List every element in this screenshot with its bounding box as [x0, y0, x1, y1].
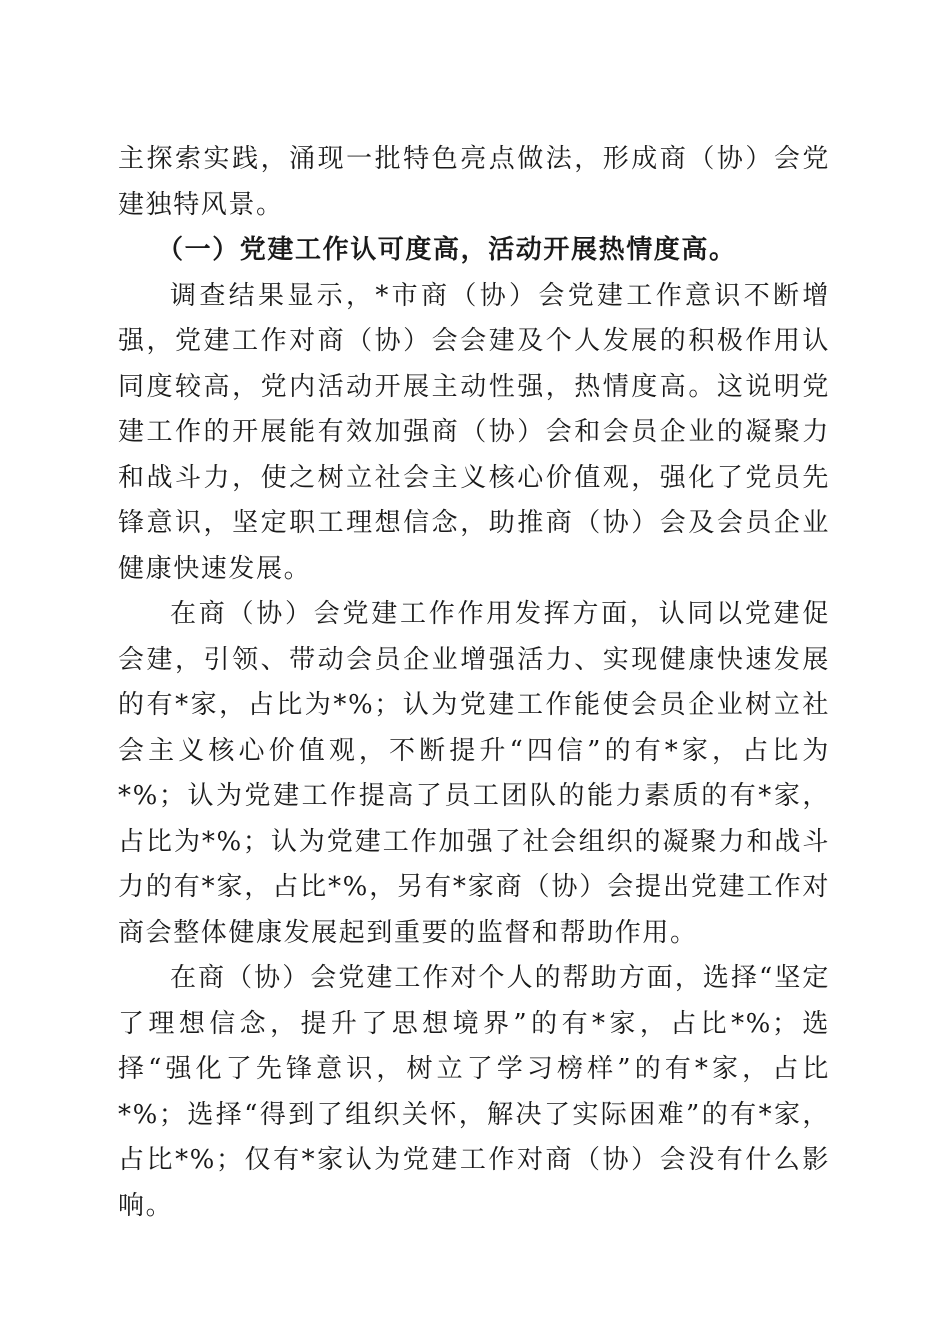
- paragraph-personal-help: 在商（协）会党建工作对个人的帮助方面，选择“坚定了理想信念，提升了思想境界”的有*家，占比*%；选择“强化了先锋意识，树立了学习榜样”的有*家，占比*%；选择“得到了组织关怀，解决了实际困难”的有*家，占比*%；仅有*家认为党建工作对商（协）会没有什么影响。: [118, 963, 830, 1221]
- paragraph-survey-results: 调查结果显示，*市商（协）会党建工作意识不断增强，党建工作对商（协）会会建及个人发展的积极作用认同度较高，党内活动开展主动性强，热情度高。这说明党建工作的开展能有效加强商（协）会和会员企业的凝聚力和战斗力，使之树立社会主义核心价值观，强化了党员先锋意识，坚定职工理想信念，助推商（协）会及会员企业健康快速发展。: [118, 280, 830, 584]
- paragraph-role-of-party-building: 在商（协）会党建工作作用发挥方面，认同以党建促会建，引领、带动会员企业增强活力、实现健康快速发展的有*家，占比为*%；认为党建工作能使会员企业树立社会主义核心价值观，不断提升“四信”的有*家，占比为*%；认为党建工作提高了员工团队的能力素质的有*家，占比为*%；认为党建工作加强了社会组织的凝聚力和战斗力的有*家，占比*%，另有*家商（协）会提出党建工作对商会整体健康发展起到重要的监督和帮助作用。: [118, 599, 830, 948]
- document-body: [118, 137, 830, 1229]
- paragraph-continuation: 主探索实践，涌现一批特色亮点做法，形成商（协）会党建独特风景。: [118, 144, 830, 220]
- section-heading: （一）党建工作认可度高，活动开展热情度高。: [157, 235, 737, 265]
